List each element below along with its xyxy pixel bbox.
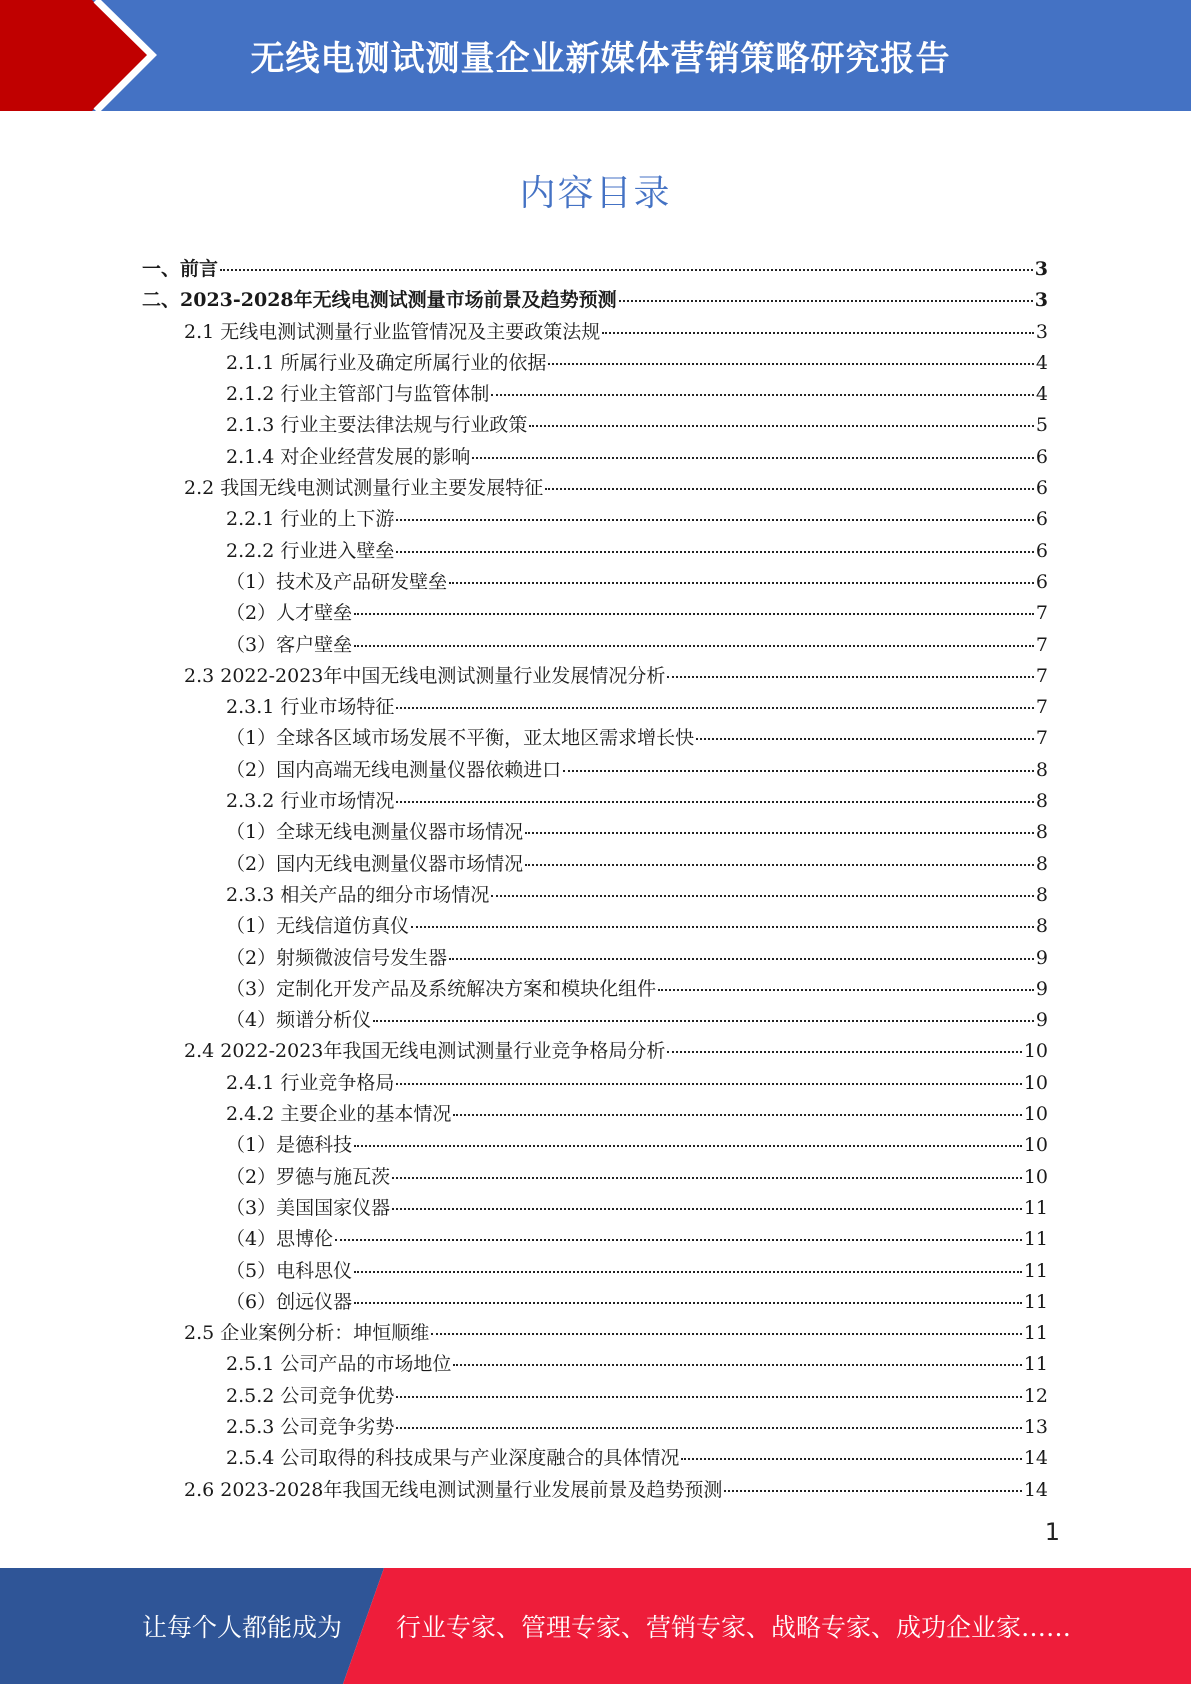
- toc-entry[interactable]: [142, 1193, 1048, 1224]
- toc-entry-page: 6: [1035, 508, 1048, 531]
- toc-entry[interactable]: [142, 786, 1048, 817]
- toc-entry[interactable]: [142, 1443, 1048, 1474]
- toc-dot-leader: [472, 457, 1034, 459]
- toc-dot-leader: [431, 1333, 1022, 1335]
- toc-dot-leader: [602, 332, 1034, 334]
- toc-entry-page: 10: [1023, 1071, 1048, 1094]
- toc-dot-leader: [525, 864, 1034, 866]
- toc-dot-leader: [724, 1490, 1021, 1492]
- toc-entry[interactable]: [142, 1162, 1048, 1193]
- toc-dot-leader: [335, 1239, 1022, 1241]
- toc-dot-leader: [220, 269, 1033, 271]
- toc-entry-page: 10: [1023, 1103, 1048, 1126]
- toc-entry[interactable]: [142, 1412, 1048, 1443]
- toc-entry[interactable]: [142, 504, 1048, 535]
- toc-entry[interactable]: [142, 1005, 1048, 1036]
- toc-entry-page: 11: [1023, 1322, 1048, 1345]
- toc-entry-label: 2.2 我国无线电测试测量行业主要发展特征: [184, 477, 544, 500]
- toc-entry-page: 9: [1035, 946, 1048, 969]
- toc-entry-label: 二、2023-2028年无线电测试测量市场前景及趋势预测: [142, 289, 617, 312]
- toc-entry[interactable]: [142, 1256, 1048, 1287]
- toc-entry[interactable]: [142, 1224, 1048, 1255]
- toc-entry-label: 2.4.1 行业竞争格局: [226, 1071, 395, 1094]
- footer-banner: [0, 1568, 1191, 1684]
- toc-entry-page: 8: [1035, 852, 1048, 875]
- toc-entry[interactable]: [142, 974, 1048, 1005]
- toc-dot-leader: [696, 738, 1034, 740]
- toc-entry-label: （1）全球各区域市场发展不平衡，亚太地区需求增长快: [226, 727, 695, 750]
- toc-entry[interactable]: [142, 755, 1048, 786]
- toc-entry[interactable]: [142, 880, 1048, 911]
- toc-entry[interactable]: [142, 379, 1048, 410]
- toc-entry-label: （1）无线信道仿真仪: [226, 915, 410, 938]
- toc-entry[interactable]: [142, 630, 1048, 661]
- toc-entry[interactable]: [142, 1287, 1048, 1318]
- toc-entry-label: （1）是德科技: [226, 1134, 353, 1157]
- toc-dot-leader: [563, 770, 1034, 772]
- toc-entry-page: 12: [1023, 1384, 1048, 1407]
- toc-dot-leader: [658, 989, 1034, 991]
- toc-entry-page: 7: [1035, 696, 1048, 719]
- toc-dot-leader: [453, 1364, 1021, 1366]
- toc-entry-label: 2.5.1 公司产品的市场地位: [226, 1353, 452, 1376]
- toc-dot-leader: [396, 707, 1034, 709]
- report-title: 无线电测试测量企业新媒体营销策略研究报告: [250, 39, 951, 79]
- toc-entry-label: （2）人才壁垒: [226, 602, 353, 625]
- toc-dot-leader: [681, 1458, 1021, 1460]
- toc-entry[interactable]: [142, 911, 1048, 942]
- toc-entry-label: 2.1 无线电测试测量行业监管情况及主要政策法规: [184, 320, 601, 343]
- toc-entry-page: 7: [1035, 727, 1048, 750]
- toc-dot-leader: [354, 1271, 1022, 1273]
- toc-entry-label: 2.2.2 行业进入壁垒: [226, 539, 395, 562]
- toc-entry-page: 8: [1035, 790, 1048, 813]
- toc-entry-label: 2.6 2023-2028年我国无线电测试测量行业发展前景及趋势预测: [184, 1478, 723, 1501]
- toc-entry-label: 2.1.4 对企业经营发展的影响: [226, 445, 471, 468]
- toc-entry-page: 9: [1035, 977, 1048, 1000]
- toc-entry-page: 11: [1023, 1228, 1048, 1251]
- toc-entry-label: 2.5.4 公司取得的科技成果与产业深度融合的具体情况: [226, 1447, 680, 1470]
- toc-entry-page: 10: [1023, 1040, 1048, 1063]
- toc-dot-leader: [396, 519, 1034, 521]
- toc-entry[interactable]: [142, 1130, 1048, 1161]
- toc-entry-label: 2.4.2 主要企业的基本情况: [226, 1103, 452, 1126]
- toc-dot-leader: [354, 1302, 1022, 1304]
- toc-dot-leader: [354, 1145, 1022, 1147]
- toc-dot-leader: [396, 1396, 1021, 1398]
- toc-entry[interactable]: [142, 692, 1048, 723]
- toc-entry-label: 2.1.2 行业主管部门与监管体制: [226, 383, 490, 406]
- toc-entry[interactable]: [142, 723, 1048, 754]
- toc-entry-label: （1）技术及产品研发壁垒: [226, 570, 448, 593]
- toc-dot-leader: [396, 801, 1034, 803]
- toc-entry-label: 2.1.1 所属行业及确定所属行业的依据: [226, 351, 547, 374]
- toc-entry-label: 2.2.1 行业的上下游: [226, 508, 395, 531]
- toc-entry[interactable]: [142, 410, 1048, 441]
- toc-entry[interactable]: [142, 317, 1048, 348]
- toc-dot-leader: [491, 895, 1034, 897]
- toc-dot-leader: [396, 1083, 1021, 1085]
- toc-entry-page: 7: [1035, 633, 1048, 656]
- toc-dot-leader: [667, 1051, 1021, 1053]
- toc-entry-label: 2.1.3 行业主要法律法规与行业政策: [226, 414, 528, 437]
- toc-entry-page: 4: [1035, 351, 1048, 374]
- toc-entry-page: 11: [1023, 1196, 1048, 1219]
- toc-entry[interactable]: [142, 1068, 1048, 1099]
- toc-entry[interactable]: [142, 285, 1048, 316]
- toc-entry-page: 11: [1023, 1259, 1048, 1282]
- toc-entry-page: 5: [1035, 414, 1048, 437]
- toc-dot-leader: [449, 582, 1034, 584]
- toc-entry-page: 14: [1023, 1447, 1048, 1470]
- toc-title: 内容目录: [519, 173, 672, 214]
- toc-dot-leader: [373, 1020, 1034, 1022]
- toc-entry-label: （2）射频微波信号发生器: [226, 946, 448, 969]
- toc-entry-label: 2.3.2 行业市场情况: [226, 790, 395, 813]
- toc-entry[interactable]: [142, 661, 1048, 692]
- toc-entry-label: （4）频谱分析仪: [226, 1009, 372, 1032]
- toc-entry-page: 10: [1023, 1134, 1048, 1157]
- toc-entry-label: 2.3.3 相关产品的细分市场情况: [226, 883, 490, 906]
- toc-entry[interactable]: [142, 1349, 1048, 1380]
- toc-dot-leader: [491, 394, 1034, 396]
- footer-slogan-right: 行业专家、管理专家、营销专家、战略专家、成功企业家……: [396, 1613, 1072, 1642]
- toc-entry[interactable]: [142, 817, 1048, 848]
- toc-entry-page: 6: [1035, 570, 1048, 593]
- toc-dot-leader: [396, 551, 1034, 553]
- toc-entry[interactable]: [142, 473, 1048, 504]
- toc-entry-page: 3: [1034, 289, 1048, 312]
- toc-entry[interactable]: [142, 567, 1048, 598]
- toc-dot-leader: [392, 1208, 1022, 1210]
- toc-dot-leader: [396, 1427, 1021, 1429]
- toc-entry[interactable]: [142, 943, 1048, 974]
- toc-dot-leader: [354, 613, 1034, 615]
- toc-entry-label: （5）电科思仪: [226, 1259, 353, 1282]
- toc-dot-leader: [453, 1114, 1021, 1116]
- toc-entry-label: （2）国内高端无线电测量仪器依赖进口: [226, 758, 562, 781]
- toc-entry-page: 11: [1023, 1290, 1048, 1313]
- toc-entry-label: （2）国内无线电测量仪器市场情况: [226, 852, 524, 875]
- toc-entry-page: 7: [1035, 602, 1048, 625]
- toc-entry-page: 8: [1035, 758, 1048, 781]
- toc-entry[interactable]: [142, 1381, 1048, 1412]
- toc-dot-leader: [411, 926, 1034, 928]
- header-banner: [0, 0, 1191, 111]
- toc-dot-leader: [525, 832, 1034, 834]
- toc-entry-page: 8: [1035, 915, 1048, 938]
- toc-entry-label: 一、前言: [142, 258, 219, 280]
- toc-dot-leader: [354, 645, 1034, 647]
- toc-entry-label: （4）思博伦: [226, 1228, 334, 1251]
- toc-entry-page: 14: [1023, 1478, 1048, 1501]
- page-number: 1: [1044, 1518, 1060, 1546]
- toc-dot-leader: [545, 488, 1034, 490]
- toc-entry-page: 11: [1023, 1353, 1048, 1376]
- toc-entry[interactable]: [142, 254, 1048, 285]
- toc-entry-label: 2.3.1 行业市场特征: [226, 696, 395, 719]
- toc-entry-page: 13: [1023, 1415, 1048, 1438]
- toc-entry-page: 3: [1034, 258, 1048, 280]
- toc-entry-page: 9: [1035, 1009, 1048, 1032]
- toc-entry[interactable]: [142, 1036, 1048, 1067]
- toc-entry-label: 2.4 2022-2023年我国无线电测试测量行业竞争格局分析: [184, 1040, 666, 1063]
- toc-dot-leader: [667, 676, 1034, 678]
- toc-entry-page: 8: [1035, 821, 1048, 844]
- toc-entry[interactable]: [142, 442, 1048, 473]
- toc-entry-label: （1）全球无线电测量仪器市场情况: [226, 821, 524, 844]
- toc-entry[interactable]: [142, 1475, 1048, 1506]
- toc-dot-leader: [529, 425, 1034, 427]
- toc-entry-label: （3）定制化开发产品及系统解决方案和模块化组件: [226, 977, 657, 1000]
- toc-entry-page: 8: [1035, 883, 1048, 906]
- toc-entry-label: 2.5 企业案例分析：坤恒顺维: [184, 1322, 430, 1345]
- toc-entry-page: 6: [1035, 539, 1048, 562]
- toc-entry-label: 2.5.2 公司竞争优势: [226, 1384, 395, 1407]
- toc-entry-label: （6）创远仪器: [226, 1290, 353, 1313]
- toc-dot-leader: [619, 300, 1033, 302]
- toc-entry[interactable]: [142, 1099, 1048, 1130]
- toc-entry[interactable]: [142, 1318, 1048, 1349]
- toc-entry-label: 2.5.3 公司竞争劣势: [226, 1415, 395, 1438]
- toc-entry[interactable]: [142, 598, 1048, 629]
- toc-dot-leader: [449, 958, 1034, 960]
- toc-entry-page: 6: [1035, 445, 1048, 468]
- table-of-contents: [142, 254, 1048, 1506]
- toc-entry-label: 2.3 2022-2023年中国无线电测试测量行业发展情况分析: [184, 664, 666, 687]
- toc-entry-page: 4: [1035, 383, 1048, 406]
- toc-entry[interactable]: [142, 348, 1048, 379]
- toc-entry-page: 10: [1023, 1165, 1048, 1188]
- toc-entry[interactable]: [142, 536, 1048, 567]
- toc-dot-leader: [548, 363, 1034, 365]
- toc-entry-label: （3）美国国家仪器: [226, 1196, 391, 1219]
- toc-entry-label: （3）客户壁垒: [226, 633, 353, 656]
- toc-dot-leader: [392, 1177, 1022, 1179]
- toc-entry-page: 7: [1035, 664, 1048, 687]
- toc-entry[interactable]: [142, 849, 1048, 880]
- footer-slogan-left: 让每个人都能成为: [142, 1613, 343, 1642]
- toc-entry-page: 3: [1035, 320, 1048, 343]
- toc-entry-page: 6: [1035, 477, 1048, 500]
- toc-entry-label: （2）罗德与施瓦茨: [226, 1165, 391, 1188]
